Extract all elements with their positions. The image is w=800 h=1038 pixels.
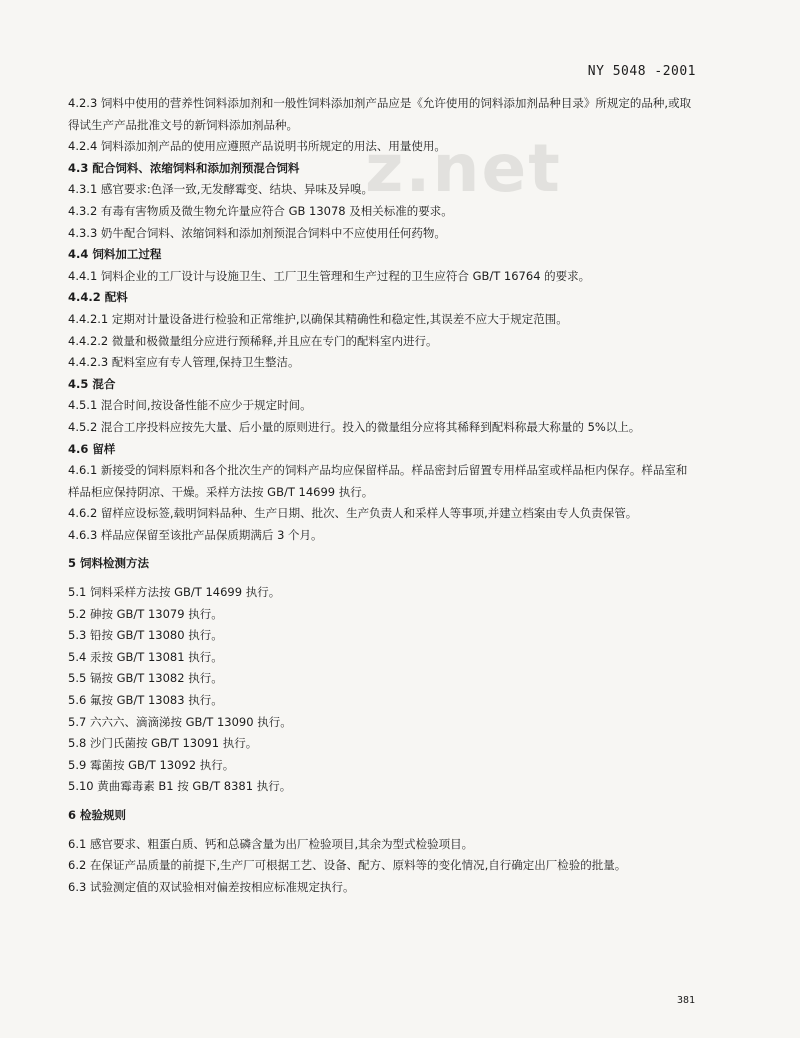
section-4-6-heading: 4.6 留样 (68, 441, 116, 456)
clause-5-5: 5.5 镉按 GB/T 13082 执行。 (68, 671, 223, 686)
clause-4-6-2: 4.6.2 留样应设标签,载明饲料品种、生产日期、批次、生产负责人和采样人等事项,并建立档案由专人负责保管。 (68, 506, 638, 521)
spacer (68, 798, 693, 805)
clause-4-6-3: 4.6.3 样品应保留至该批产品保质期满后 3 个月。 (68, 527, 323, 542)
clause-4-3-3: 4.3.3 奶牛配合饲料、浓缩饲料和添加剂预混合饲料中不应使用任何药物。 (68, 225, 446, 240)
clause-5-2: 5.2 砷按 GB/T 13079 执行。 (68, 606, 223, 621)
spacer (68, 827, 693, 834)
clause-5-4: 5.4 汞按 GB/T 13081 执行。 (68, 649, 223, 664)
section-4-3-heading: 4.3 配合饲料、浓缩饲料和添加剂预混合饲料 (68, 160, 300, 175)
clause-5-6: 5.6 氟按 GB/T 13083 执行。 (68, 693, 223, 708)
clause-5-7: 5.7 六六六、滴滴涕按 GB/T 13090 执行。 (68, 714, 292, 729)
spacer (68, 575, 693, 582)
watermark: z.net (365, 130, 562, 207)
clause-4-3-2: 4.3.2 有毒有害物质及微生物允许量应符合 GB 13078 及相关标准的要求。 (68, 203, 453, 218)
clause-4-2-3: 4.2.3 饲料中使用的营养性饲料添加剂和一般性饲料添加剂产品应是《允许使用的饲料添加剂品种目录》所规定的品种,或取得试生产产品批准文号的新饲料添加剂品种。 (68, 96, 692, 132)
clause-4-4-2-2: 4.4.2.2 微量和极微量组分应进行预稀释,并且应在专门的配料室内进行。 (68, 333, 438, 348)
section-5-heading: 5 饲料检测方法 (68, 556, 150, 571)
section-4-4-heading: 4.4 饲料加工过程 (68, 247, 162, 262)
spacer (68, 546, 693, 553)
section-4-4-2-heading: 4.4.2 配料 (68, 290, 128, 305)
clause-4-5-1: 4.5.1 混合时间,按设备性能不应少于规定时间。 (68, 398, 312, 413)
page-number: 381 (676, 995, 695, 1006)
clause-5-3: 5.3 铅按 GB/T 13080 执行。 (68, 628, 223, 643)
clause-5-9: 5.9 霉菌按 GB/T 13092 执行。 (68, 757, 235, 772)
clause-5-8: 5.8 沙门氏菌按 GB/T 13091 执行。 (68, 736, 258, 751)
section-6-heading: 6 检验规则 (68, 808, 127, 822)
clause-4-4-2-1: 4.4.2.1 定期对计量设备进行检验和正常维护,以确保其精确性和稳定性,其误差不应大于规定范围。 (68, 311, 568, 326)
clause-6-2: 6.2 在保证产品质量的前提下,生产厂可根据工艺、设备、配方、原料等的变化情况,自行确定出厂检验的批量。 (68, 858, 627, 873)
clause-5-1: 5.1 饲料采样方法按 GB/T 14699 执行。 (68, 585, 281, 600)
clause-4-3-1: 4.3.1 感官要求:色泽一致,无发酵霉变、结块、异味及异嗅。 (68, 182, 373, 197)
clause-4-2-4: 4.2.4 饲料添加剂产品的使用应遵照产品说明书所规定的用法、用量使用。 (68, 139, 446, 154)
section-4-5-heading: 4.5 混合 (68, 376, 116, 391)
clause-6-1: 6.1 感官要求、粗蛋白质、钙和总磷含量为出厂检验项目,其余为型式检验项目。 (68, 836, 474, 851)
clause-6-3: 6.3 试验测定值的双试验相对偏差按相应标准规定执行。 (68, 879, 355, 894)
clause-4-6-1: 4.6.1 新接受的饲料原料和各个批次生产的饲料产品均应保留样品。样品密封后留置专用样品室或样品柜内保存。样品室和样品柜应保持阴凉、干燥。采样方法按 GB/T 14699 执行。 (68, 463, 688, 499)
clause-4-5-2: 4.5.2 混合工序投料应按先大量、后小量的原则进行。投入的微量组分应将其稀释到配料称最大称量的 5%以上。 (68, 419, 641, 434)
document-body (68, 93, 693, 898)
clause-4-4-1: 4.4.1 饲料企业的工厂设计与设施卫生、工厂卫生管理和生产过程的卫生应符合 GB/T 16764 的要求。 (68, 268, 591, 283)
clause-4-4-2-3: 4.4.2.3 配料室应有专人管理,保持卫生整洁。 (68, 355, 300, 370)
standard-number: NY 5048 -2001 (587, 64, 696, 79)
clause-5-10: 5.10 黄曲霉毒素 B1 按 GB/T 8381 执行。 (68, 779, 292, 794)
